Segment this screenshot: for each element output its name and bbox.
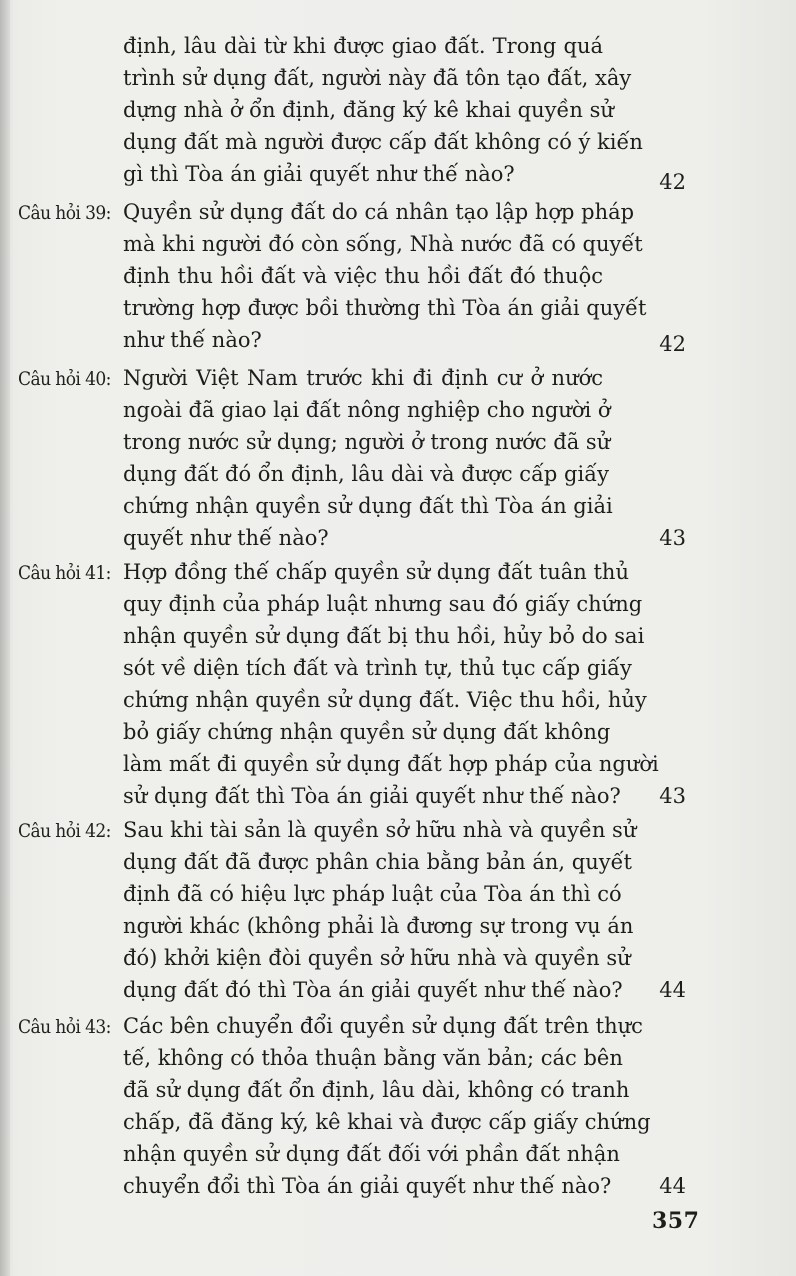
entry-text-line: trường hợp được bồi thường thì Tòa án giải quyết: [123, 296, 647, 320]
entry-text-line: chứng nhận quyền sử dụng đất thì Tòa án giải: [123, 494, 613, 518]
entry-text-line: chuyển đổi thì Tòa án giải quyết như thế nào?: [123, 1174, 612, 1198]
page-reference: 43: [659, 526, 686, 550]
question-label: Câu hỏi 41:: [18, 562, 111, 584]
entry-text-line: làm mất đi quyền sử dụng đất hợp pháp của người: [123, 752, 659, 776]
entry-text-line: dựng nhà ở ổn định, đăng ký kê khai quyền sử: [123, 98, 614, 122]
entry-text-line: gì thì Tòa án giải quyết như thế nào?: [123, 162, 515, 186]
entry-text-line: quyết như thế nào?: [123, 526, 329, 550]
page-reference: 44: [659, 1174, 686, 1198]
question-label: Câu hỏi 43:: [18, 1016, 111, 1038]
entry-text-line: Các bên chuyển đổi quyền sử dụng đất trên thực: [123, 1014, 643, 1038]
entry-text-line: dụng đất đó thì Tòa án giải quyết như thế nào?: [123, 978, 623, 1002]
entry-text-line: định đã có hiệu lực pháp luật của Tòa án thì có: [123, 882, 622, 906]
page-reference: 42: [659, 170, 686, 194]
entry-text-line: đó) khởi kiện đòi quyền sở hữu nhà và quyền sử: [123, 946, 631, 970]
page-reference: 43: [659, 784, 686, 808]
entry-text-line: tế, không có thỏa thuận bằng văn bản; các bên: [123, 1046, 623, 1070]
entry-text-line: nhận quyền sử dụng đất bị thu hồi, hủy bỏ do sai: [123, 624, 645, 648]
entry-text-line: như thế nào?: [123, 328, 262, 352]
entry-text-line: chấp, đã đăng ký, kê khai và được cấp giấy chứng: [123, 1110, 651, 1134]
page-reference: 42: [659, 332, 686, 356]
entry-text-line: nhận quyền sử dụng đất đối với phần đất nhận: [123, 1142, 620, 1166]
entry-text-line: đã sử dụng đất ổn định, lâu dài, không có tranh: [123, 1078, 630, 1102]
entry-text-line: Người Việt Nam trước khi đi định cư ở nước: [123, 366, 603, 390]
entry-text-line: chứng nhận quyền sử dụng đất. Việc thu hồi, hủy: [123, 688, 647, 712]
page-reference: 44: [659, 978, 686, 1002]
entry-text-line: dụng đất mà người được cấp đất không có ý kiến: [123, 130, 643, 154]
question-label: Câu hỏi 39:: [18, 202, 111, 224]
entry-text-line: sót về diện tích đất và trình tự, thủ tục cấp giấy: [123, 656, 632, 680]
entry-text-line: định, lâu dài từ khi được giao đất. Trong quá: [123, 34, 603, 58]
book-spine: [0, 0, 10, 1276]
entry-text-line: trong nước sử dụng; người ở trong nước đã sử: [123, 430, 611, 454]
page-number: 357: [652, 1208, 700, 1234]
entry-text-line: định thu hồi đất và việc thu hồi đất đó thuộc: [123, 264, 603, 288]
entry-text-line: ngoài đã giao lại đất nông nghiệp cho người ở: [123, 398, 611, 422]
entry-text-line: dụng đất đã được phân chia bằng bản án, quyết: [123, 850, 632, 874]
entry-text-line: Quyền sử dụng đất do cá nhân tạo lập hợp pháp: [123, 200, 635, 224]
entry-text-line: dụng đất đó ổn định, lâu dài và được cấp giấy: [123, 462, 609, 486]
question-label: Câu hỏi 40:: [18, 368, 111, 390]
entry-text-line: Sau khi tài sản là quyền sở hữu nhà và quyền sử: [123, 818, 637, 842]
entry-text-line: người khác (không phải là đương sự trong vụ án: [123, 914, 634, 938]
entry-text-line: trình sử dụng đất, người này đã tôn tạo đất, xây: [123, 66, 632, 90]
entry-text-line: sử dụng đất thì Tòa án giải quyết như thế nào?: [123, 784, 621, 808]
entry-text-line: quy định của pháp luật nhưng sau đó giấy chứng: [123, 592, 643, 616]
entry-text-line: Hợp đồng thế chấp quyền sử dụng đất tuân thủ: [123, 560, 629, 584]
entry-text-line: bỏ giấy chứng nhận quyền sử dụng đất không: [123, 720, 611, 744]
question-label: Câu hỏi 42:: [18, 820, 111, 842]
entry-text-line: mà khi người đó còn sống, Nhà nước đã có quyết: [123, 232, 643, 256]
